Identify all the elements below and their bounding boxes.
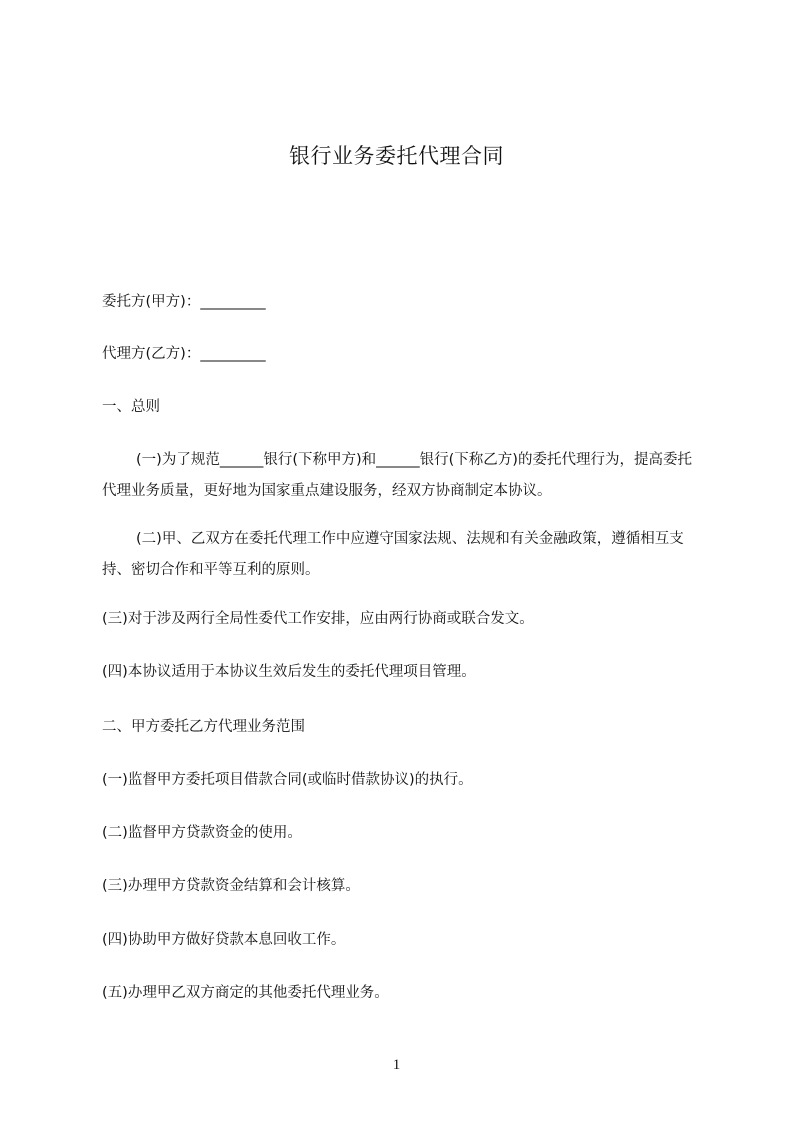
section-2-item-3: (三)办理甲方贷款资金结算和会计核算。 [102, 878, 360, 894]
section-1-heading: 一、总则 [102, 399, 160, 415]
section-2-item-4: (四)协助甲方做好贷款本息回收工作。 [102, 932, 346, 948]
section-1-item-4: (四)本协议适用于本协议生效后发生的委托代理项目管理。 [102, 664, 476, 680]
page-number: 1 [392, 1057, 401, 1073]
section-2-item-5: (五)办理甲乙双方商定的其他委托代理业务。 [102, 985, 389, 1001]
section-2-item-1: (一)监督甲方委托项目借款合同(或临时借款协议)的执行。 [102, 772, 473, 788]
section-1-item-2: (二)甲、乙双方在委托代理工作中应遵守国家法规、法规和有关金融政策，遵循相互支持、密切合作和平等互利的原则。 [102, 531, 684, 578]
section-1-item-3: (三)对于涉及两行全局性委代工作安排，应由两行协商或联合发文。 [102, 611, 534, 627]
section-2-item-2: (二)监督甲方贷款资金的使用。 [102, 825, 302, 841]
party-b-line: 代理方(乙方)：_________ [102, 346, 266, 362]
party-a-line: 委托方(甲方)：_________ [102, 294, 266, 310]
document-title: 银行业务委托代理合同 [289, 144, 504, 168]
section-1-item-1: (一)为了规范______银行(下称甲方)和______银行(下称乙方)的委托代理行为，提高委托代理业务质量，更好地为国家重点建设服务，经双方协商制定本协议。 [102, 452, 692, 499]
section-2-heading: 二、甲方委托乙方代理业务范围 [102, 719, 305, 735]
